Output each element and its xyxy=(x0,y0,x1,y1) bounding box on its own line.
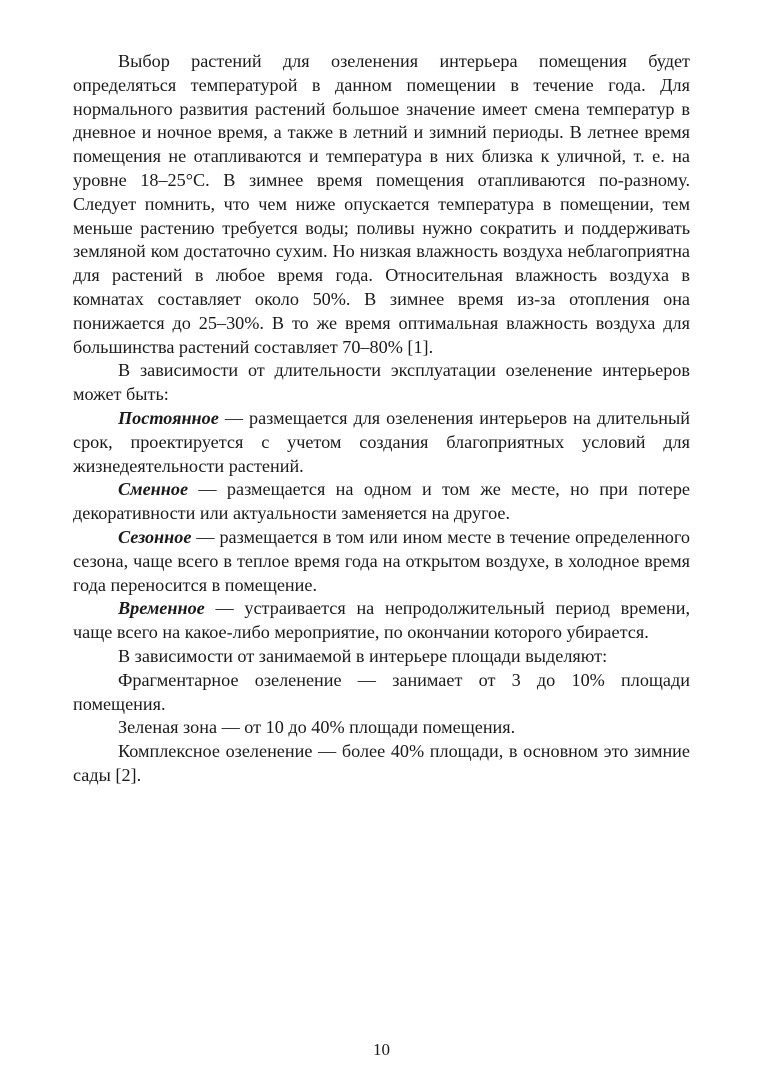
type-replaceable-text: — размещается на одном и том же месте, но при потере декоративности или актуальности заменяется на другое. xyxy=(73,479,690,524)
type-replaceable-term: Сменное xyxy=(118,479,189,500)
area-item-complex: Комплексное озеленение — более 40% площади, в основном это зимние сады [2]. xyxy=(73,741,690,785)
page-number: 10 xyxy=(373,1040,390,1059)
type-permanent-term: Постоянное xyxy=(118,407,219,428)
paragraph-area-intro: В зависимости от занимаемой в интерьере площади выделяют: xyxy=(118,645,608,666)
type-permanent-text: — размещается для озеленения интерьеров на длительный срок, проектируется с учетом создания благоприятных условий для жизнедеятельности растений. xyxy=(73,407,690,476)
paragraph-temperature: Выбор растений для озеленения интерьера помещения будет определяться температурой в данном помещении в течение года. Для нормального развития растений большое значение имеет смена температур в дневное и ночное время, а также в летний и зимний периоды. В летнее время помещения не отапливаются и температура в них близка к уличной, т. е. на уровне 18–25°С. В зимнее время помещения отапливаются по-разному. Следует помнить, что чем ниже опускается температура в помещении, тем меньше растению требуется воды; поливы нужно сократить и поддерживать земляной ком достаточно сухим. Но низкая влажность воздуха неблагоприятна для растений в любое время года. Относительная влажность воздуха в комнатах составляет около 50%. В зимнее время из-за отопления она понижается до 25–30%. В то же время оптимальная влажность воздуха для большинства растений составляет 70–80% [1]. xyxy=(73,51,690,357)
type-permanent xyxy=(73,407,690,478)
type-replaceable xyxy=(73,478,690,526)
type-seasonal xyxy=(73,526,690,597)
type-temporary-term: Временное xyxy=(118,598,205,619)
type-seasonal-term: Сезонное xyxy=(118,526,192,547)
type-temporary xyxy=(73,597,690,645)
paragraph-duration-intro: В зависимости от длительности эксплуатации озеленение интерьеров может быть: xyxy=(73,360,690,405)
page-body xyxy=(73,50,690,788)
area-item-green-zone: Зеленая зона — от 10 до 40% площади помещения. xyxy=(118,717,516,738)
area-item-fragmentary: Фрагментарное озеленение — занимает от 3 до 10% площади помещения. xyxy=(73,669,690,714)
type-temporary-text: — устраивается на непродолжительный период времени, чаще всего на какое-либо мероприятие, по окончании которого убирается. xyxy=(73,598,690,643)
type-seasonal-text: — размещается в том или ином месте в течение определенного сезона, чаще всего в теплое время года на открытом воздухе, в холодное время года переносится в помещение. xyxy=(73,526,690,595)
